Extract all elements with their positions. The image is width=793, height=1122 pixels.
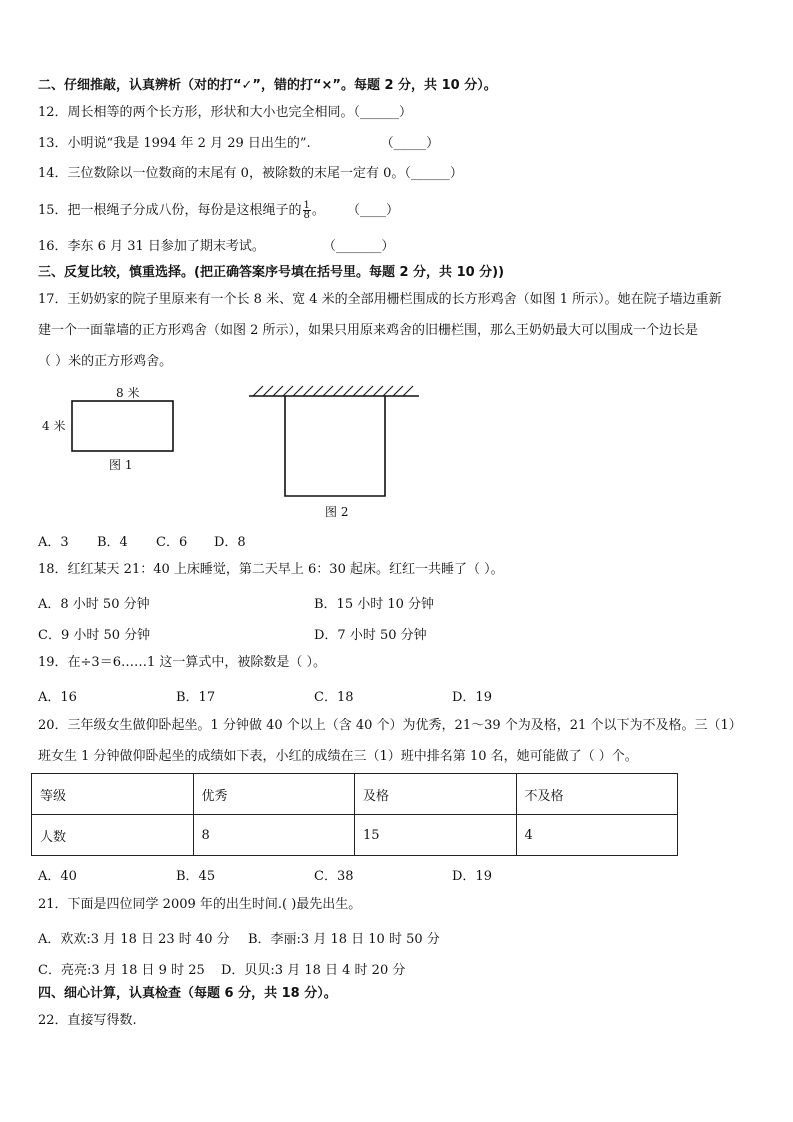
figure1-length-label: 8 米	[116, 386, 140, 400]
figure1-rectangle	[70, 399, 176, 455]
question-17-line2: 建一个一面靠墙的正方形鸡舍（如图 2 所示），如果只用原来鸡舍的旧栅栏围，那么王奶奶最大可以围成一个边长是	[38, 323, 699, 338]
q17-option-b[interactable]: B．4	[97, 535, 128, 550]
section3-heading: 三、反复比较，慎重选择。(把正确答案序号填在括号里。每题 2 分，共 10 分))	[38, 265, 505, 280]
question-21: 21．下面是四位同学 2009 年的出生时间.( )最先出生。	[38, 897, 362, 912]
question-20-line2: 班女生 1 分钟做仰卧起坐的成绩如下表，小红的成绩在三（1）班中排名第 10 名，她可能做了（ ）个。	[38, 749, 638, 764]
question-16	[38, 239, 394, 255]
question-17-line3: （ ）米的正方形鸡舍。	[38, 354, 173, 369]
q21-option-b[interactable]: B．李丽:3 月 18 日 10 时 50 分	[248, 932, 440, 947]
table-cell: 15	[355, 815, 517, 856]
answer-blank-15[interactable]: （____）	[346, 203, 399, 218]
question-13-text: 13．小明说“我是 1994 年 2 月 29 日出生的”.	[38, 136, 311, 151]
q17-option-c[interactable]: C．6	[156, 535, 188, 550]
question-12-text: 12．周长相等的两个长方形，形状和大小也完全相同。	[38, 105, 354, 120]
q18-option-a[interactable]: A．8 小时 50 分钟	[38, 597, 150, 612]
q20-option-b[interactable]: B．45	[176, 869, 216, 884]
q17-option-d[interactable]: D．8	[214, 535, 246, 550]
table-row	[32, 815, 678, 856]
question-13	[38, 136, 439, 152]
table-cell: 人数	[32, 815, 194, 856]
question-14	[38, 166, 463, 182]
q20-option-a[interactable]: A．40	[38, 869, 77, 884]
q19-option-a[interactable]: A．16	[38, 690, 77, 705]
fraction-one-eighth: $\frac{1}{8}$	[303, 200, 310, 221]
answer-blank-16[interactable]: （_______）	[322, 239, 395, 254]
question-20-line1: 20．三年级女生做仰卧起坐。1 分钟做 40 个以上（含 40 个）为优秀，21～39 个为及格，21 个以下为不及格。三（1）	[38, 718, 742, 733]
q17-option-a[interactable]: A．3	[38, 535, 69, 550]
figure1-caption: 图 1	[109, 458, 133, 472]
q19-option-b[interactable]: B．17	[176, 690, 216, 705]
figure1-width-label: 4 米	[42, 419, 66, 433]
q21-option-c[interactable]: C．亮亮:3 月 18 日 9 时 25	[38, 963, 205, 978]
q19-option-c[interactable]: C．18	[314, 690, 354, 705]
question-16-text: 16．李东 6 月 31 日参加了期末考试。	[38, 239, 265, 254]
table-cell: 8	[193, 815, 355, 856]
table-row	[32, 774, 678, 815]
table-cell: 及格	[355, 774, 517, 815]
table-cell: 优秀	[193, 774, 355, 815]
answer-blank-13[interactable]: （_____）	[380, 136, 440, 151]
figure2-caption: 图 2	[325, 505, 349, 519]
table-cell: 4	[516, 815, 678, 856]
answer-blank-14[interactable]: （______）	[404, 166, 463, 181]
wall-hatching	[253, 386, 413, 396]
q19-option-d[interactable]: D．19	[452, 690, 492, 705]
table-cell: 不及格	[516, 774, 678, 815]
question-17-line1: 17．王奶奶家的院子里原来有一个长 8 米、宽 4 米的全部用栅栏围成的长方形鸡舍（如图 1 所示）。她在院子墙边重新	[38, 292, 722, 307]
section4-heading: 四、细心计算，认真检查（每题 6 分，共 18 分）。	[38, 986, 337, 1001]
question-19: 19．在÷3＝6……1 这一算式中，被除数是（ ）。	[38, 655, 327, 670]
question-18: 18．红红某天 21：40 上床睡觉，第二天早上 6：30 起床。红红一共睡了（ ）。	[38, 562, 504, 577]
q18-option-b[interactable]: B．15 小时 10 分钟	[314, 597, 435, 612]
question-22: 22．直接写得数.	[38, 1013, 137, 1028]
q21-option-a[interactable]: A．欢欢:3 月 18 日 23 时 40 分	[38, 932, 230, 947]
q18-option-c[interactable]: C．9 小时 50 分钟	[38, 628, 151, 643]
q21-option-d[interactable]: D．贝贝:3 月 18 日 4 时 20 分	[221, 963, 406, 978]
q18-option-d[interactable]: D．7 小时 50 分钟	[314, 628, 427, 643]
table-cell: 等级	[32, 774, 194, 815]
q20-option-d[interactable]: D．19	[452, 869, 492, 884]
question-12	[38, 105, 412, 121]
question-15-text: 15．把一根绳子分成八份，每份是这根绳子的	[38, 203, 302, 218]
grade-table	[31, 773, 678, 856]
answer-blank-12[interactable]: （______）	[353, 105, 413, 120]
section2-heading: 二、仔细推敲，认真辨析（对的打“✓”，错的打“×”。每题 2 分，共 10 分）。	[38, 78, 497, 93]
question-14-text: 14．三位数除以一位数商的末尾有 0，被除数的末尾一定有 0。	[38, 166, 405, 181]
question-15: 15．把一根绳子分成八份，每份是这根绳子的 $\frac{1}{8}$ 。 （____）	[38, 200, 399, 221]
q20-option-c[interactable]: C．38	[314, 869, 354, 884]
figure2-wall-square	[245, 383, 423, 501]
